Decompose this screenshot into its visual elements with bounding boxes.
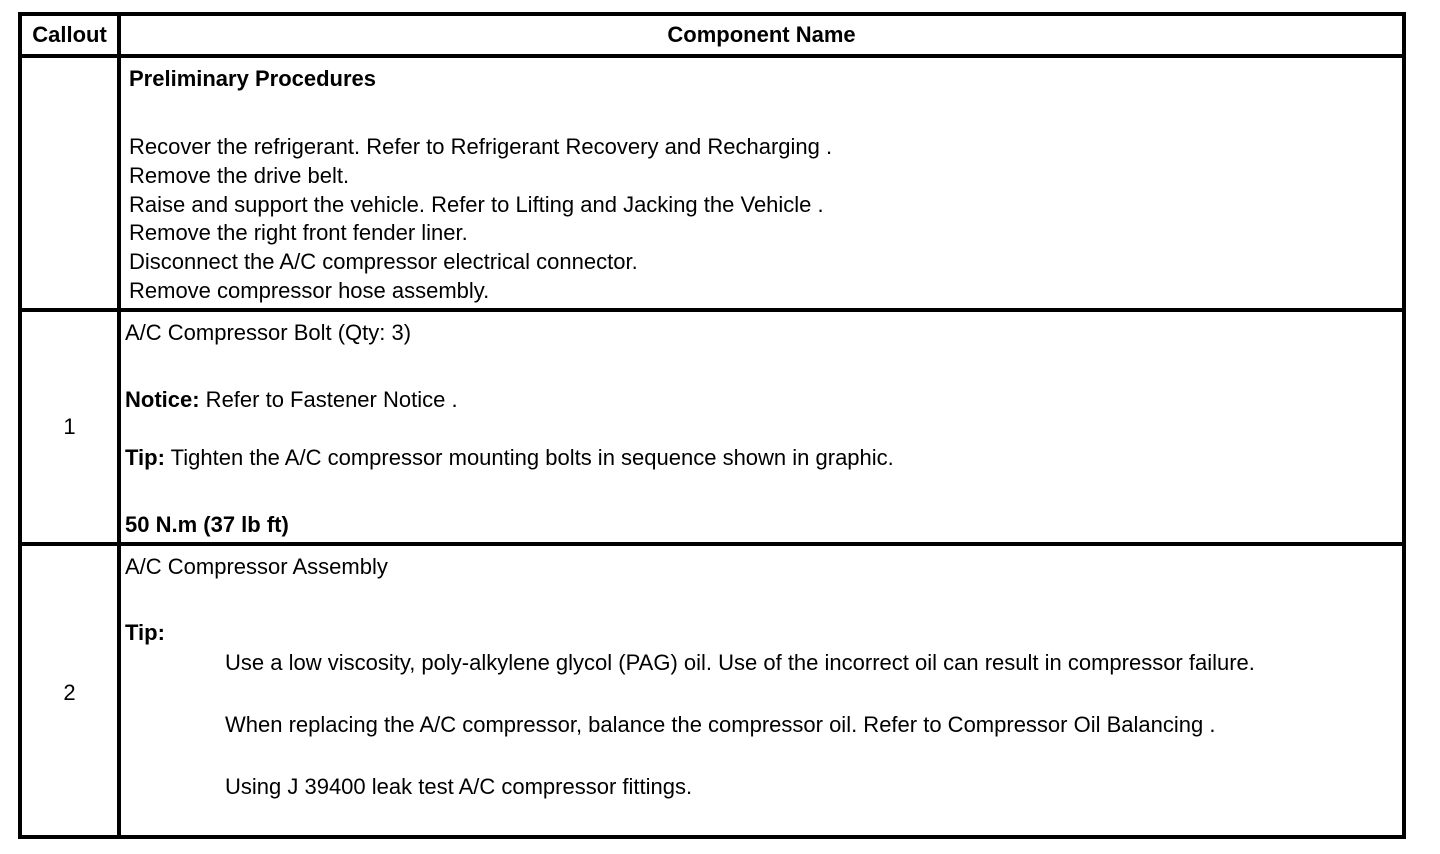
preliminary-step: Disconnect the A/C compressor electrical connector. <box>129 249 638 274</box>
torque-spec: 50 N.m (37 lb ft) <box>125 512 289 537</box>
table-row <box>22 546 1402 839</box>
preliminary-title: Preliminary Procedures <box>129 66 377 91</box>
component-name: A/C Compressor Assembly <box>125 554 388 579</box>
tip-item: Use a low viscosity, poly-alkylene glycol (PAG) oil. Use of the incorrect oil can result in compressor failure. <box>225 650 1255 675</box>
component-table <box>18 12 1406 839</box>
callout-number: 1 <box>63 414 76 439</box>
tip-label: Tip: <box>125 620 165 645</box>
column-divider <box>117 58 121 308</box>
component-name: A/C Compressor Bolt (Qty: 3) <box>125 320 412 345</box>
tip-item: Using J 39400 leak test A/C compressor fittings. <box>225 774 693 799</box>
table-row-preliminary <box>22 58 1402 312</box>
preliminary-step: Remove compressor hose assembly. <box>129 278 490 303</box>
callout-number: 2 <box>63 679 76 705</box>
tip-item: When replacing the A/C compressor, balance the compressor oil. Refer to Compressor Oil Balancing . <box>225 712 1216 737</box>
notice-line <box>125 385 458 414</box>
header-component-name: Component Name <box>667 22 856 47</box>
notice-label: Notice: <box>125 387 200 412</box>
tip-label: Tip: <box>125 445 165 470</box>
preliminary-step: Recover the refrigerant. Refer to Refrigerant Recovery and Recharging . <box>129 134 833 159</box>
tip-text: Tighten the A/C compressor mounting bolts in sequence shown in graphic. <box>164 445 894 470</box>
table-row <box>22 312 1402 546</box>
preliminary-step: Remove the right front fender liner. <box>129 220 468 245</box>
preliminary-step: Raise and support the vehicle. Refer to Lifting and Jacking the Vehicle . <box>129 192 824 217</box>
header-callout: Callout <box>32 22 107 47</box>
preliminary-step: Remove the drive belt. <box>129 163 350 188</box>
table-header-row <box>22 16 1402 58</box>
notice-text: Refer to Fastener Notice . <box>199 387 458 412</box>
column-divider <box>117 546 121 839</box>
callout-cell-empty <box>22 58 117 308</box>
tip-line <box>125 443 894 472</box>
column-divider <box>117 312 121 542</box>
